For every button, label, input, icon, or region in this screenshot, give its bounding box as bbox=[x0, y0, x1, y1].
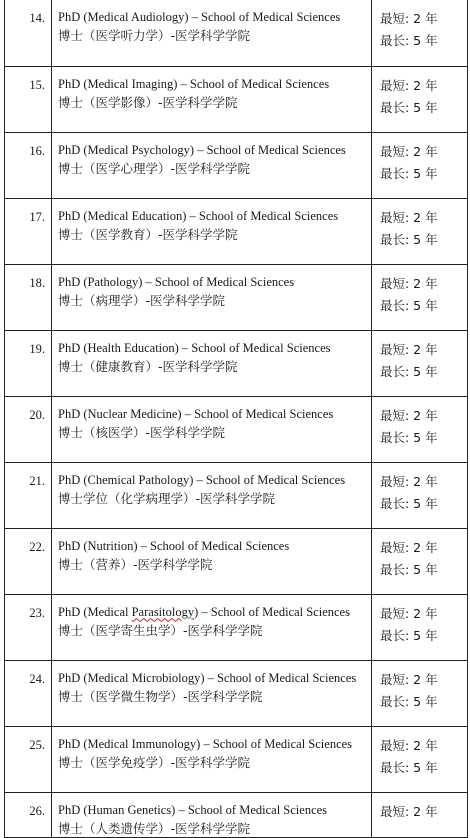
table-row bbox=[5, 198, 468, 264]
row-number-cell bbox=[5, 66, 52, 132]
programme-cell bbox=[52, 198, 372, 264]
row-number-cell bbox=[5, 528, 52, 594]
programme-name-zh: 博士（医学心理学）-医学科学学院 bbox=[58, 160, 251, 176]
programme-table bbox=[4, 0, 468, 838]
min-duration: 最短: 2 年 bbox=[380, 209, 438, 225]
min-duration: 最短: 2 年 bbox=[380, 275, 438, 291]
programme-cell bbox=[52, 0, 372, 66]
min-duration: 最短: 2 年 bbox=[380, 341, 438, 357]
duration-cell bbox=[372, 594, 468, 660]
programme-cell bbox=[52, 330, 372, 396]
min-duration: 最短: 2 年 bbox=[380, 737, 438, 753]
programme-name-en: PhD (Medical Education) – School of Medical Sciences bbox=[58, 208, 339, 223]
programme-cell bbox=[52, 66, 372, 132]
row-number-cell bbox=[5, 396, 52, 462]
row-number-cell bbox=[5, 198, 52, 264]
programme-name-zh: 博士（医学微生物学）-医学科学学院 bbox=[58, 688, 263, 704]
programme-name-en-part: ) – School of Medical Sciences bbox=[194, 604, 350, 619]
table-row bbox=[5, 594, 468, 660]
row-number: 26. bbox=[29, 803, 45, 818]
programme-name-en: PhD (Nuclear Medicine) – School of Medical Sciences bbox=[58, 406, 334, 421]
duration-cell bbox=[372, 330, 468, 396]
min-duration: 最短: 2 年 bbox=[380, 143, 438, 159]
programme-cell bbox=[52, 726, 372, 792]
duration-cell bbox=[372, 660, 468, 726]
duration-cell bbox=[372, 726, 468, 792]
max-duration: 最长: 5 年 bbox=[380, 33, 438, 48]
duration-cell bbox=[372, 792, 468, 837]
spellcheck-marked-word: Parasitology bbox=[131, 604, 195, 619]
min-duration: 最短: 2 年 bbox=[380, 605, 438, 621]
table-row bbox=[5, 528, 468, 594]
row-number: 16. bbox=[29, 143, 45, 158]
programme-cell bbox=[52, 264, 372, 330]
min-duration: 最短: 2 年 bbox=[380, 539, 438, 555]
programme-name-en bbox=[58, 605, 365, 620]
programme-name-en: PhD (Medical Immunology) – School of Medical Sciences bbox=[58, 736, 353, 751]
programme-name-zh: 博士（健康教育）-医学科学学院 bbox=[58, 358, 238, 374]
programme-name-en: PhD (Pathology) – School of Medical Sciences bbox=[58, 274, 295, 289]
duration-cell bbox=[372, 528, 468, 594]
programme-name-en: PhD (Health Education) – School of Medical Sciences bbox=[58, 340, 331, 355]
duration-cell bbox=[372, 462, 468, 528]
programme-name-en-part: PhD (Medical bbox=[58, 604, 132, 619]
programme-name-zh: 博士（病理学）-医学科学学院 bbox=[58, 292, 226, 308]
row-number: 21. bbox=[29, 473, 45, 488]
row-number-cell bbox=[5, 264, 52, 330]
duration-cell bbox=[372, 132, 468, 198]
min-duration: 最短: 2 年 bbox=[380, 77, 438, 93]
programme-name-en: PhD (Medical Audiology) – School of Medical Sciences bbox=[58, 10, 341, 24]
programme-name-en: PhD (Medical Imaging) – School of Medical Sciences bbox=[58, 76, 330, 91]
programme-name-zh: 博士（医学教育）-医学科学学院 bbox=[58, 226, 238, 242]
table-row bbox=[5, 462, 468, 528]
programme-name-en: PhD (Medical Microbiology) – School of Medical Sciences bbox=[58, 670, 357, 685]
min-duration: 最短: 2 年 bbox=[380, 671, 438, 687]
max-duration: 最长: 5 年 bbox=[380, 231, 438, 247]
programme-name-en: PhD (Medical Psychology) – School of Medical Sciences bbox=[58, 142, 346, 157]
duration-cell bbox=[372, 66, 468, 132]
max-duration: 最长: 5 年 bbox=[380, 627, 438, 643]
row-number: 18. bbox=[29, 275, 45, 290]
duration-cell bbox=[372, 264, 468, 330]
row-number: 22. bbox=[29, 539, 45, 554]
row-number: 17. bbox=[29, 209, 45, 224]
min-duration: 最短: 2 年 bbox=[380, 803, 438, 819]
programme-name-en: PhD (Chemical Pathology) – School of Medical Sciences bbox=[58, 472, 346, 487]
row-number-cell bbox=[5, 594, 52, 660]
row-number: 23. bbox=[29, 605, 45, 620]
min-duration: 最短: 2 年 bbox=[380, 407, 438, 423]
programme-cell bbox=[52, 792, 372, 837]
max-duration: 最长: 5 年 bbox=[380, 759, 438, 775]
table-row bbox=[5, 330, 468, 396]
duration-cell bbox=[372, 198, 468, 264]
max-duration: 最长: 5 年 bbox=[380, 495, 438, 511]
table-row bbox=[5, 264, 468, 330]
programme-name-zh: 博士（营养）-医学科学学院 bbox=[58, 556, 213, 572]
table-row bbox=[5, 792, 468, 837]
programme-cell bbox=[52, 528, 372, 594]
duration-cell bbox=[372, 396, 468, 462]
table-row bbox=[5, 132, 468, 198]
table-row bbox=[5, 660, 468, 726]
programme-name-zh: 博士（人类遗传学）-医学科学学院 bbox=[58, 820, 251, 836]
programme-cell bbox=[52, 396, 372, 462]
row-number: 20. bbox=[29, 407, 45, 422]
row-number-cell bbox=[5, 0, 52, 66]
row-number-cell bbox=[5, 792, 52, 837]
row-number: 25. bbox=[29, 737, 45, 752]
row-number-cell bbox=[5, 462, 52, 528]
programme-name-zh: 博士（医学听力学）-医学科学学院 bbox=[58, 28, 251, 43]
programme-name-zh: 博士（医学免疫学）-医学科学学院 bbox=[58, 754, 251, 770]
row-number: 24. bbox=[29, 671, 45, 686]
table-row bbox=[5, 0, 468, 66]
min-duration: 最短: 2 年 bbox=[380, 11, 438, 26]
table-row bbox=[5, 396, 468, 462]
programme-cell bbox=[52, 462, 372, 528]
programme-name-zh: 博士学位（化学病理学）-医学科学学院 bbox=[58, 490, 276, 506]
programme-name-zh: 博士（医学寄生虫学）-医学科学学院 bbox=[58, 622, 263, 638]
programme-name-zh: 博士（核医学）-医学科学学院 bbox=[58, 424, 226, 440]
row-number-cell bbox=[5, 330, 52, 396]
programme-cell bbox=[52, 594, 372, 660]
row-number-cell bbox=[5, 132, 52, 198]
row-number-cell bbox=[5, 726, 52, 792]
max-duration: 最长: 5 年 bbox=[380, 165, 438, 181]
table-row bbox=[5, 66, 468, 132]
min-duration: 最短: 2 年 bbox=[380, 473, 438, 489]
row-number: 14. bbox=[29, 11, 45, 25]
programme-name-en: PhD (Human Genetics) – School of Medical Sciences bbox=[58, 802, 328, 817]
row-number-cell bbox=[5, 660, 52, 726]
row-number: 19. bbox=[29, 341, 45, 356]
programme-cell bbox=[52, 132, 372, 198]
programme-cell bbox=[52, 660, 372, 726]
row-number: 15. bbox=[29, 77, 45, 92]
table-row bbox=[5, 726, 468, 792]
duration-cell bbox=[372, 0, 468, 66]
programme-name-en: PhD (Nutrition) – School of Medical Sciences bbox=[58, 538, 290, 553]
max-duration: 最长: 5 年 bbox=[380, 363, 438, 379]
programme-name-zh: 博士（医学影像）-医学科学学院 bbox=[58, 94, 238, 110]
max-duration: 最长: 5 年 bbox=[380, 297, 438, 313]
max-duration: 最长: 5 年 bbox=[380, 693, 438, 709]
max-duration: 最长: 5 年 bbox=[380, 429, 438, 445]
max-duration: 最长: 5 年 bbox=[380, 561, 438, 577]
max-duration: 最长: 5 年 bbox=[380, 99, 438, 115]
